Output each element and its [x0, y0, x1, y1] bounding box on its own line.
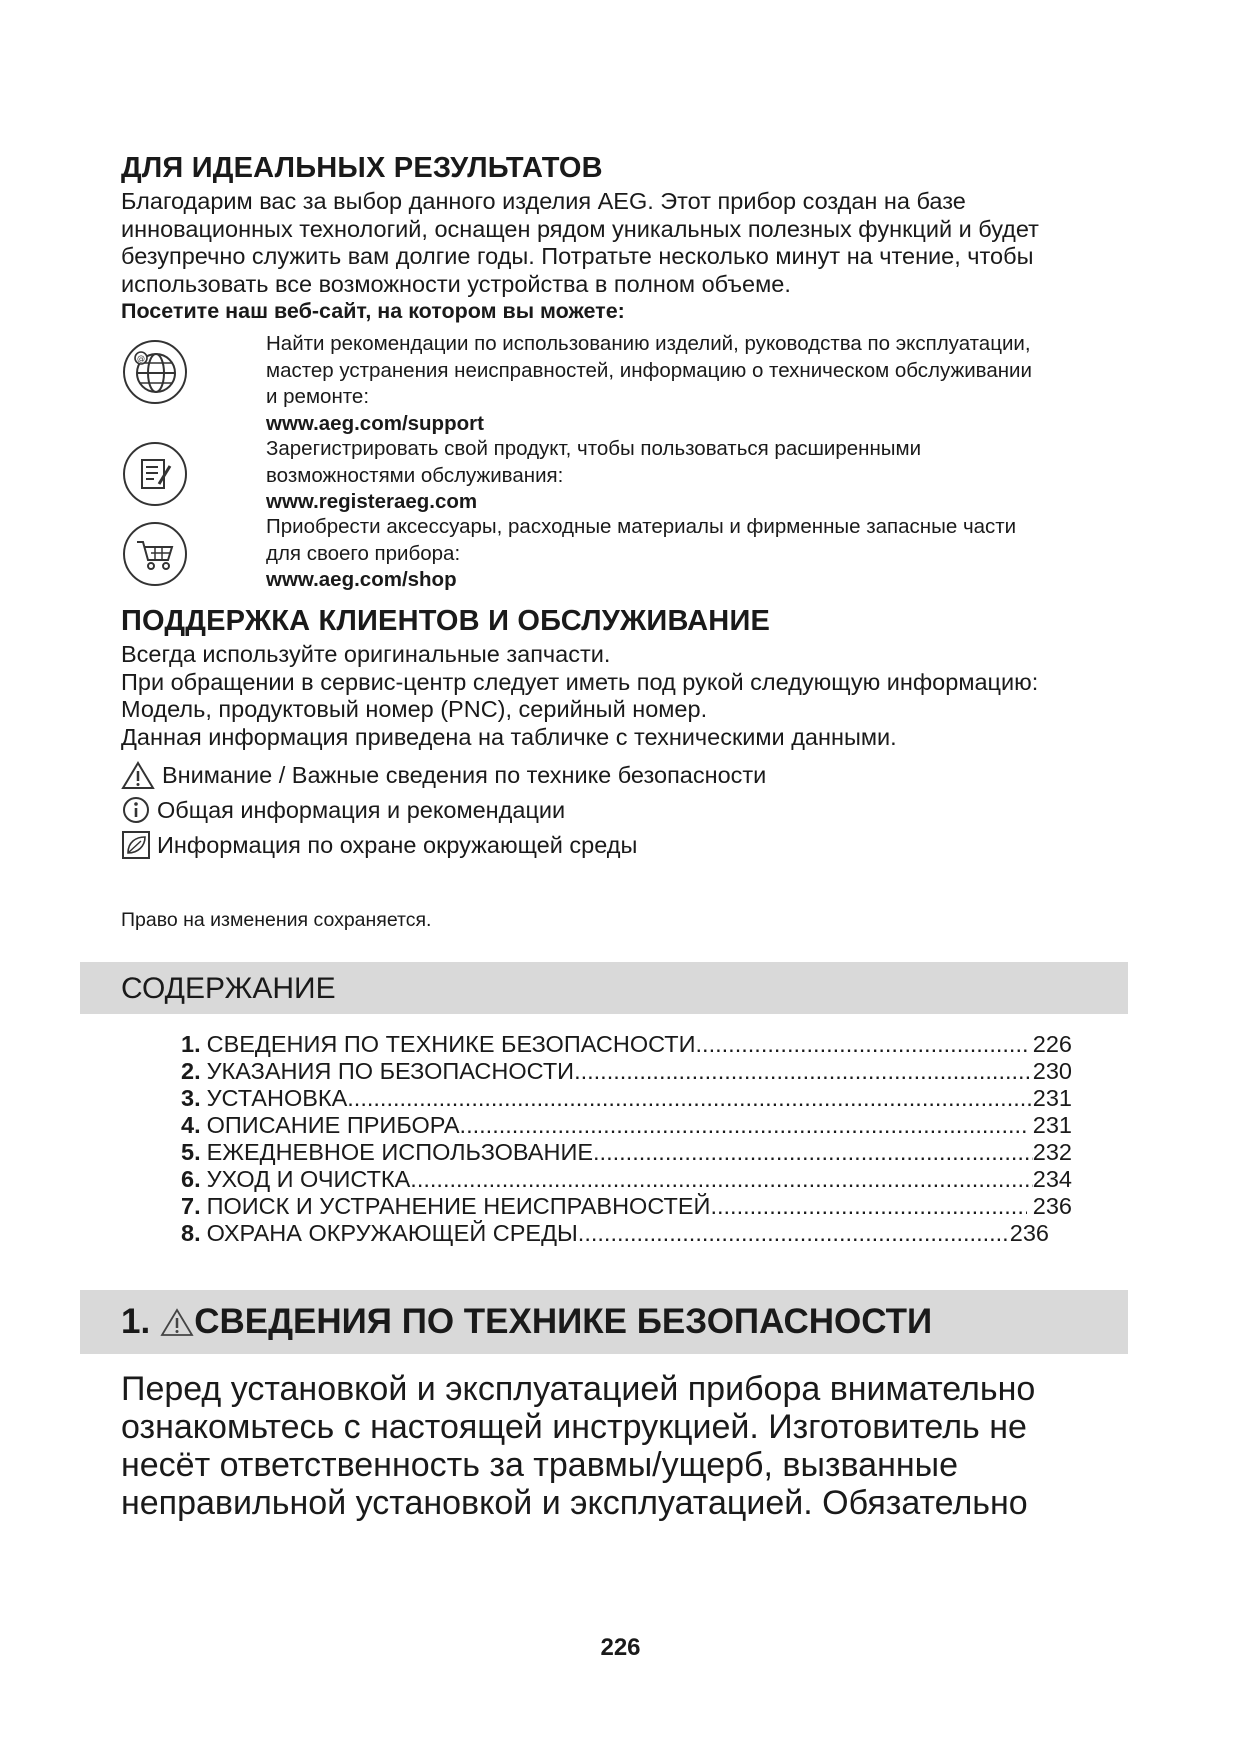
section1-line: несёт ответственность за травмы/ущерб, вызванные — [121, 1446, 958, 1484]
legend-warning — [121, 760, 766, 790]
toc-item[interactable] — [181, 1031, 1072, 1058]
toc-item[interactable] — [181, 1166, 1072, 1193]
toc-item-number: 5. — [181, 1139, 201, 1165]
toc-item-number: 7. — [181, 1193, 201, 1219]
service-line: мастер устранения неисправностей, информацию о техническом обслуживании — [266, 358, 1032, 382]
toc-item-page: 232 — [1032, 1139, 1072, 1165]
service-shop — [266, 514, 1016, 594]
toc-item-page: 230 — [1032, 1058, 1072, 1084]
intro-line: инновационных технологий, оснащен рядом уникальных полезных функций и будет — [121, 215, 1039, 242]
toc-item-title: ЕЖЕДНЕВНОЕ ИСПОЛЬЗОВАНИЕ — [206, 1139, 594, 1165]
register-link[interactable]: www.registeraeg.com — [266, 490, 478, 513]
toc-leader — [696, 1031, 1027, 1058]
toc-item-title: УКАЗАНИЯ ПО БЕЗОПАСНОСТИ — [206, 1058, 575, 1084]
support-title: ПОДДЕРЖКА КЛИЕНТОВ И ОБСЛУЖИВАНИЕ — [121, 605, 771, 637]
support-line: Всегда используйте оригинальные запчасти. — [121, 641, 611, 667]
service-line: возможностями обслуживания: — [266, 463, 564, 487]
service-line: Найти рекомендации по использованию изделий, руководства по эксплуатации, — [266, 332, 1031, 355]
leaf-environment-icon — [121, 830, 151, 860]
toc-leader — [460, 1112, 1029, 1139]
shop-link[interactable]: www.aeg.com/shop — [266, 568, 457, 591]
support-line: Модель, продуктовый номер (PNC), серийный номер. — [121, 696, 708, 722]
intro-line: безупречно служить вам долгие годы. Потратьте несколько минут на чтение, чтобы — [121, 243, 1034, 269]
toc-leader — [578, 1220, 1010, 1247]
toc-item-number: 2. — [181, 1058, 201, 1084]
section1-title — [121, 1302, 932, 1342]
toc-item[interactable] — [181, 1193, 1072, 1220]
service-line: Приобрести аксессуары, расходные материалы и фирменные запасные части — [266, 515, 1017, 538]
toc-item-title: ОПИСАНИЕ ПРИБОРА — [206, 1112, 460, 1138]
toc-leader — [593, 1139, 1033, 1166]
legend-info — [121, 795, 565, 825]
section1-header-band — [80, 1290, 1128, 1354]
svg-text:@: @ — [137, 354, 145, 363]
toc-item-page: 231 — [1032, 1085, 1072, 1111]
toc-leader — [410, 1166, 1032, 1193]
toc-item[interactable] — [181, 1058, 1072, 1085]
support-paragraph — [121, 641, 1038, 751]
toc-leader — [347, 1085, 1033, 1112]
service-line: Зарегистрировать свой продукт, чтобы пользоваться расширенными — [266, 437, 922, 460]
toc-title: СОДЕРЖАНИЕ — [121, 972, 336, 1005]
toc-item-number: 3. — [181, 1085, 201, 1111]
toc-item[interactable] — [181, 1112, 1072, 1139]
rights-notice: Право на изменения сохраняется. — [121, 909, 432, 931]
toc-item-title: ОХРАНА ОКРУЖАЮЩЕЙ СРЕДЫ — [206, 1220, 578, 1246]
toc-item-number: 1. — [181, 1031, 201, 1057]
toc-item[interactable] — [181, 1139, 1072, 1166]
toc-item-title: СВЕДЕНИЯ ПО ТЕХНИКЕ БЕЗОПАСНОСТИ — [206, 1031, 696, 1057]
toc-item-page: 226 — [1032, 1031, 1072, 1057]
support-link[interactable]: www.aeg.com/support — [266, 411, 484, 435]
register-document-icon — [123, 442, 187, 506]
legend-environment — [121, 830, 637, 860]
visit-heading: Посетите наш веб-сайт, на котором вы можете: — [121, 299, 625, 323]
toc-header-band — [80, 962, 1128, 1014]
service-support — [266, 331, 1032, 437]
warning-triangle-icon — [121, 760, 155, 790]
warning-triangle-icon — [160, 1307, 194, 1337]
support-line: Данная информация приведена на табличке с техническими данными. — [121, 723, 897, 750]
toc-leader — [710, 1193, 1026, 1220]
toc-item-title: УСТАНОВКА — [206, 1085, 348, 1111]
toc-item-number: 6. — [181, 1166, 201, 1192]
intro-title: ДЛЯ ИДЕАЛЬНЫХ РЕЗУЛЬТАТОВ — [121, 152, 603, 184]
toc-item-page: 231 — [1032, 1112, 1072, 1138]
section1-number: 1. — [121, 1302, 151, 1341]
toc-item-title: УХОД И ОЧИСТКА — [206, 1166, 411, 1192]
toc-item[interactable] — [181, 1220, 1049, 1247]
legend-text: Информация по охране окружающей среды — [157, 831, 638, 858]
legend-text: Общая информация и рекомендации — [157, 796, 566, 823]
section1-line: ознакомьтесь с настоящей инструкцией. Изготовитель не — [121, 1408, 1027, 1446]
toc-item[interactable] — [181, 1085, 1072, 1112]
section1-line: Перед установкой и эксплуатацией прибора внимательно — [121, 1370, 1036, 1408]
toc-item-page: 234 — [1032, 1166, 1072, 1192]
legend-text: Внимание / Важные сведения по технике безопасности — [162, 761, 767, 788]
section1-title-text: СВЕДЕНИЯ ПО ТЕХНИКЕ БЕЗОПАСНОСТИ — [194, 1302, 933, 1341]
toc-item-title: ПОИСК И УСТРАНЕНИЕ НЕИСПРАВНОСТЕЙ — [206, 1193, 711, 1219]
toc-item-number: 4. — [181, 1112, 201, 1138]
toc-item-page: 236 — [1009, 1220, 1049, 1246]
shopping-cart-icon — [123, 522, 187, 586]
toc-item-page: 236 — [1032, 1193, 1072, 1219]
support-line: При обращении в сервис-центр следует иметь под рукой следующую информацию: — [121, 668, 1039, 695]
service-line: для своего прибора: — [266, 541, 461, 565]
toc-item-number: 8. — [181, 1220, 201, 1246]
intro-line: использовать все возможности устройства в полном объеме. — [121, 270, 791, 297]
section1-line: неправильной установкой и эксплуатацией. Обязательно — [121, 1484, 1028, 1522]
service-line: и ремонте: — [266, 385, 370, 408]
toc-leader — [574, 1058, 1033, 1085]
globe-icon — [123, 340, 187, 404]
page-number: 226 — [600, 1634, 641, 1661]
intro-paragraph — [121, 188, 1039, 298]
intro-line: Благодарим вас за выбор данного изделия AEG. Этот прибор создан на базе — [121, 188, 966, 214]
info-icon — [121, 795, 151, 825]
service-register — [266, 436, 921, 516]
section1-paragraph — [121, 1370, 1035, 1522]
